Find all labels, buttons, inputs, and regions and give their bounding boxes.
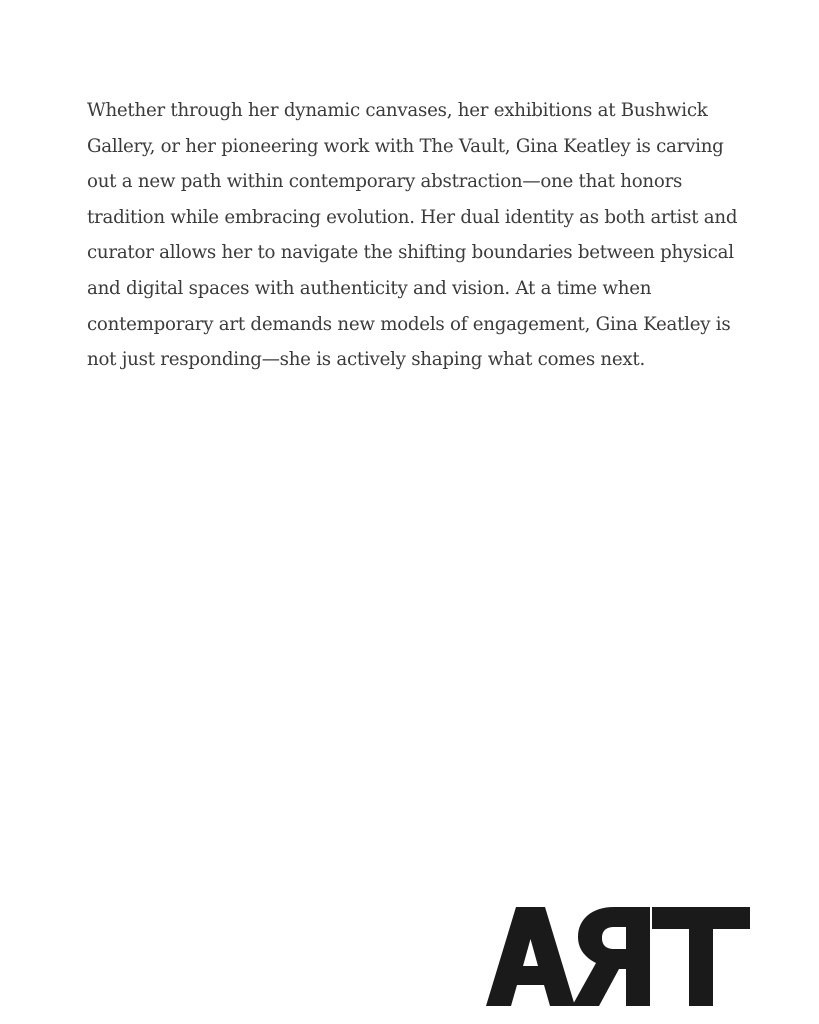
paragraph-line: Whether through her dynamic canvases, her exhibitions at Bushwick xyxy=(87,100,708,121)
paragraph-line: contemporary art demands new models of engagement, Gina Keatley is xyxy=(87,313,731,335)
art-logo xyxy=(486,905,750,1006)
paragraph-line: curator allows her to navigate the shifting boundaries between physical xyxy=(87,242,734,264)
paragraph-line: and digital spaces with authenticity and vision. At a time when xyxy=(87,277,652,299)
paragraph-line: Gallery, or her pioneering work with The Vault, Gina Keatley is carving xyxy=(87,135,724,157)
article-paragraph xyxy=(87,93,738,378)
logo-letter-a xyxy=(486,907,575,1006)
logo-letter-t xyxy=(652,907,750,1006)
paragraph-line: not just responding—she is actively shaping what comes next. xyxy=(87,349,646,371)
paragraph-line: tradition while embracing evolution. Her dual identity as both artist and xyxy=(87,206,738,228)
paragraph-line: out a new path within contemporary abstraction—one that honors xyxy=(87,171,683,193)
logo-letter-r-mirrored xyxy=(572,907,650,1006)
